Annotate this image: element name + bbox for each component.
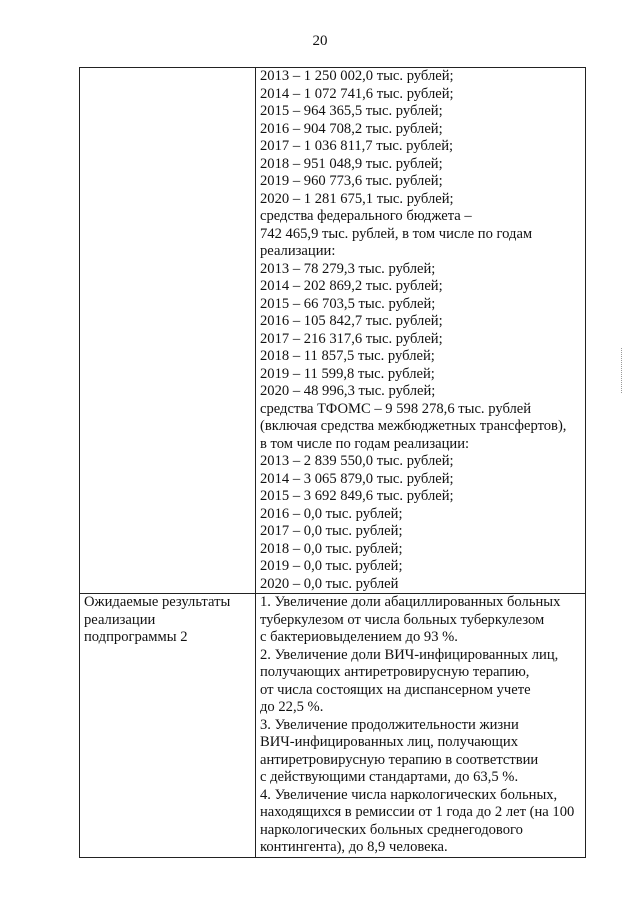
text-line: 2018 – 0,0 тыс. рублей; (260, 540, 403, 557)
text-line: средства федерального бюджета – (260, 208, 472, 224)
text-line: 2014 – 3 065 879,0 тыс. рублей; (260, 470, 454, 487)
expected-results-label-cell (80, 594, 256, 858)
text-line: контингента), до 8,9 человека. (260, 839, 448, 855)
text-line: 2019 – 0,0 тыс. рублей; (260, 558, 403, 574)
text-line: средства ТФОМС – 9 598 278,6 тыс. рублей (260, 400, 532, 417)
text-line: Ожидаемые результаты (84, 594, 231, 610)
text-line: антиретровирусную терапию в соответствии (260, 751, 539, 768)
text-line: 2013 – 78 279,3 тыс. рублей; (260, 260, 436, 277)
text-line: 2015 – 964 365,5 тыс. рублей; (260, 103, 443, 119)
table-row-funding (80, 68, 586, 594)
funding-label-cell (80, 68, 256, 594)
text-line: 2013 – 2 839 550,0 тыс. рублей; (260, 453, 454, 469)
table-row-expected-results (80, 594, 586, 858)
text-line: реализации: (260, 243, 336, 259)
text-line: 1. Увеличение доли абациллированных больных (260, 594, 561, 610)
text-line: ВИЧ-инфицированных лиц, получающих (260, 734, 519, 750)
text-line: 4. Увеличение числа наркологических больных, (260, 786, 558, 803)
text-line: 2014 – 202 869,2 тыс. рублей; (260, 278, 443, 294)
text-line: 2017 – 1 036 811,7 тыс. рублей; (260, 138, 454, 154)
text-line: находящихся в ремиссии от 1 года до 2 лет (на 100 (260, 804, 575, 820)
text-line: 2020 – 48 996,3 тыс. рублей; (260, 383, 436, 399)
text-line: 2017 – 216 317,6 тыс. рублей; (260, 330, 443, 347)
text-line: с бактериовыделением до 93 %. (260, 629, 458, 645)
text-line: 2016 – 0,0 тыс. рублей; (260, 505, 403, 522)
text-line: 2017 – 0,0 тыс. рублей; (260, 523, 403, 539)
text-line: 2019 – 11 599,8 тыс. рублей; (260, 365, 435, 382)
expected-results-content-cell (256, 594, 586, 858)
text-line: 2. Увеличение доли ВИЧ-инфицированных лиц, (260, 646, 559, 663)
funding-content-cell (256, 68, 586, 594)
text-line: 2020 – 1 281 675,1 тыс. рублей; (260, 190, 454, 207)
text-line: 2018 – 951 048,9 тыс. рублей; (260, 155, 443, 172)
text-line: 2016 – 904 708,2 тыс. рублей; (260, 120, 443, 137)
text-line: 2015 – 66 703,5 тыс. рублей; (260, 295, 436, 312)
text-line: туберкулезом от числа больных туберкулезом (260, 611, 545, 628)
text-line: (включая средства межбюджетных трансфертов), (260, 418, 567, 434)
text-line: 2015 – 3 692 849,6 тыс. рублей; (260, 488, 454, 504)
text-line: 2016 – 105 842,7 тыс. рублей; (260, 313, 443, 329)
text-line: 742 465,9 тыс. рублей, в том числе по годам (260, 225, 533, 242)
text-line: подпрограммы 2 (84, 629, 188, 645)
program-table (79, 67, 586, 858)
text-line: 2019 – 960 773,6 тыс. рублей; (260, 173, 443, 189)
text-line: 2018 – 11 857,5 тыс. рублей; (260, 348, 435, 364)
text-line: от числа состоящих на диспансерном учете (260, 681, 531, 698)
text-line: реализации (84, 611, 156, 628)
text-line: 2020 – 0,0 тыс. рублей (260, 575, 399, 592)
page-number: 20 (312, 33, 328, 49)
text-line: до 22,5 %. (260, 699, 324, 715)
text-line: получающих антиретровирусную терапию, (260, 664, 530, 680)
text-line: 3. Увеличение продолжительности жизни (260, 716, 519, 733)
text-line: наркологических больных среднегодового (260, 821, 523, 838)
text-line: в том числе по годам реализации: (260, 435, 470, 452)
text-line: с действующими стандартами, до 63,5 %. (260, 769, 519, 785)
text-line: 2014 – 1 072 741,6 тыс. рублей; (260, 85, 454, 102)
text-line: 2013 – 1 250 002,0 тыс. рублей; (260, 68, 454, 84)
scan-margin-marks (621, 348, 624, 393)
